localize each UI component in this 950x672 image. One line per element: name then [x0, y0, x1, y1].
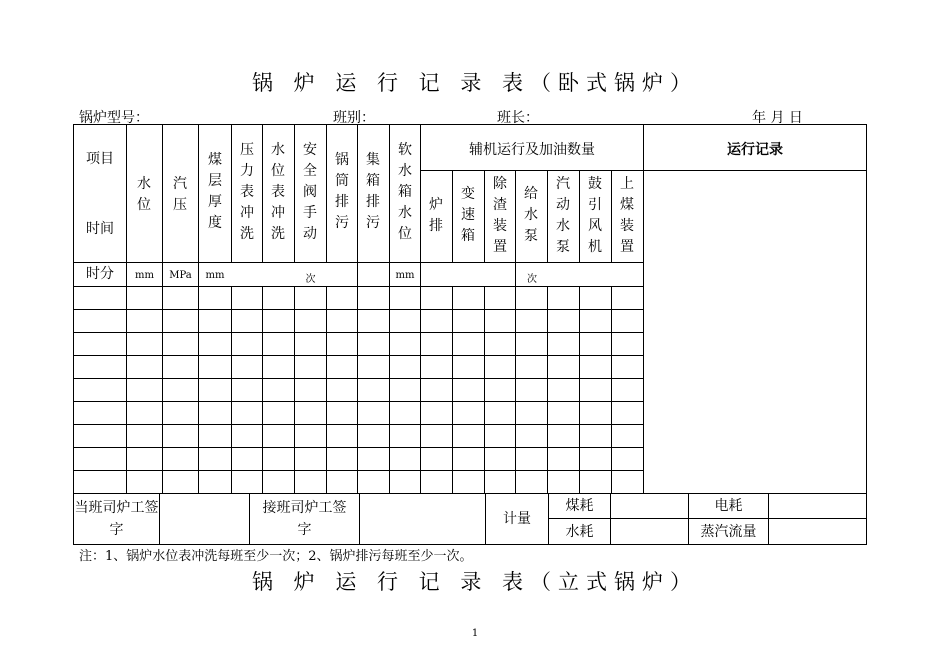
shift-leader-label: 班长：: [497, 110, 539, 126]
footer-power-consumption: 电耗: [714, 498, 743, 514]
header-drum-blowdown: 锅筒排污: [335, 152, 349, 231]
footer-water-consumption: 水耗: [565, 523, 594, 540]
header-item: 项目: [86, 151, 114, 167]
header-steam-pressure: 汽压: [173, 176, 187, 213]
footer-metering: 计量: [503, 511, 531, 527]
footer-next-stoker-sign: 接班司炉工签字: [262, 500, 347, 538]
unit-water-level: mm: [135, 270, 154, 281]
header-aux-steam-pump: 汽动水泵: [556, 176, 570, 255]
unit-times-group1: 次: [305, 274, 316, 285]
unit-soft-tank-level: mm: [395, 270, 415, 281]
form-title-vertical: 锅 炉 运 行 记 录 表（立式锅炉）: [251, 570, 699, 594]
footer-current-stoker-sign: 当班司炉工签字: [74, 500, 159, 538]
footnote: 注：1、锅炉水位表冲洗每班至少一次；2、锅炉排污每班至少一次。: [79, 549, 473, 564]
header-aux-gearbox: 变速箱: [461, 186, 475, 244]
header-aux-slag-remover: 除渣装置: [493, 176, 507, 255]
header-aux-group: 辅机运行及加油数量: [469, 142, 595, 158]
header-run-record: 运行记录: [727, 142, 783, 158]
header-coal-thickness: 煤层厚度: [208, 152, 222, 231]
date-label: 年 月 日: [752, 110, 803, 126]
header-soft-tank-level: 软水箱水位: [398, 142, 412, 242]
boiler-model-label: 锅炉型号：: [79, 110, 149, 126]
unit-row-label: 时分: [86, 266, 114, 282]
footer-coal-consumption: 煤耗: [565, 498, 594, 514]
header-gauge-flush: 压力表冲洗: [240, 142, 254, 242]
page-number: 1: [471, 628, 479, 639]
header-aux-coal-feeder: 上煤装置: [620, 176, 634, 255]
unit-steam-pressure: MPa: [169, 270, 192, 281]
header-header-blowdown: 集箱排污: [366, 152, 380, 231]
header-water-level: 水位: [137, 176, 151, 213]
header-aux-fan: 鼓引风机: [588, 176, 602, 255]
header-aux-feed-pump: 给水泵: [524, 186, 538, 244]
header-level-gauge-flush: 水位表冲洗: [271, 142, 285, 242]
footer-steam-flow: 蒸汽流量: [700, 523, 757, 540]
header-safety-valve: 安全阀手动: [303, 142, 317, 242]
unit-coal-thickness: mm: [205, 270, 225, 281]
unit-times-group2: 次: [527, 274, 537, 285]
header-aux-grate: 炉排: [429, 197, 443, 234]
shift-label: 班别：: [333, 110, 375, 126]
form-title-horizontal: 锅 炉 运 行 记 录 表（卧式锅炉）: [251, 71, 699, 95]
header-time: 时间: [86, 221, 114, 237]
